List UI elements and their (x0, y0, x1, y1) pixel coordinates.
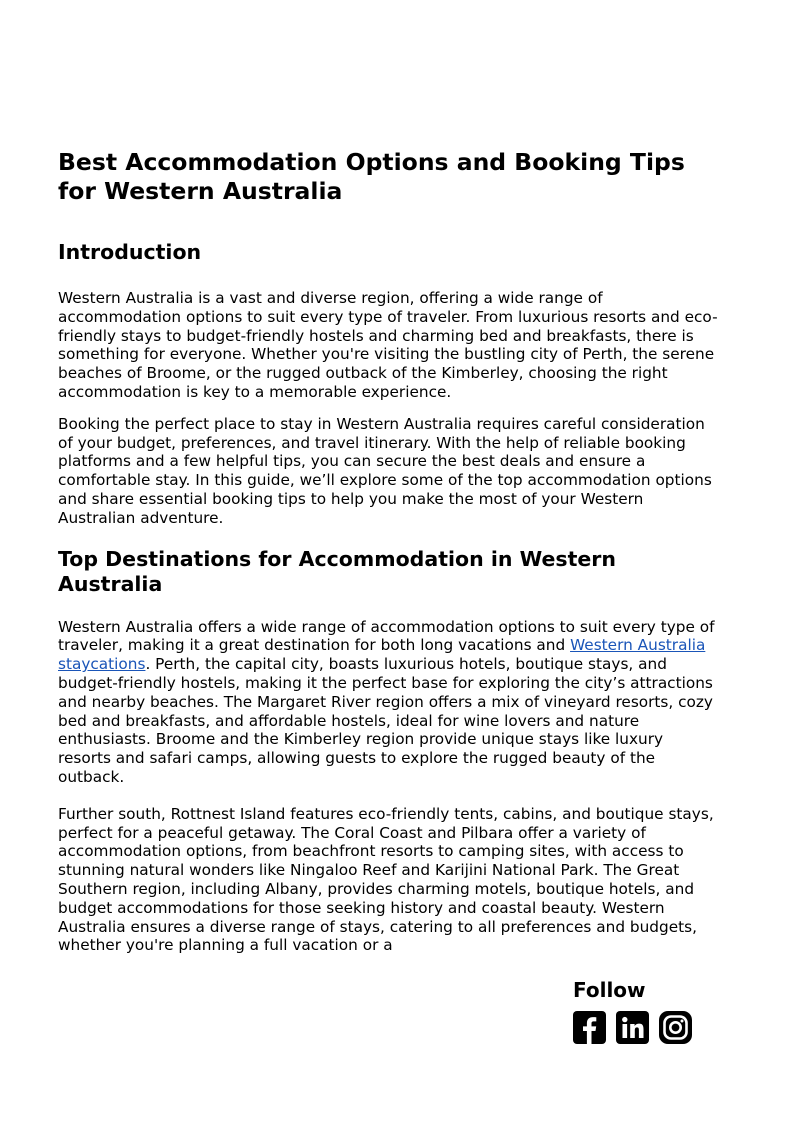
destinations-paragraph-1-end: . Perth, the capital city, boasts luxurious hotels, boutique stays, and budget-friendly hostels, making it the perfect base for exploring the city’s attractions and nearby beaches. The Margaret River region offers a mix of vineyard resorts, cozy bed and breakfasts, and affordable hostels, ideal for wine lovers and nature enthusiasts. Broome and the Kimberley region provide unique stays like luxury resorts and safari camps, allowing guests to explore the rugged beauty of the outback. (58, 655, 713, 786)
social-icons (573, 1011, 692, 1044)
destinations-paragraph-1-start: Western Australia offers a wide range of accommodation options to suit every type of traveler, making it a great destination for both long vacations and (58, 617, 715, 655)
staycations-link[interactable]: Western Australia staycations (58, 636, 706, 674)
linkedin-icon[interactable] (616, 1011, 649, 1044)
page-title: Best Accommodation Options and Booking Tips for Western Australia (58, 148, 685, 205)
article (58, 148, 718, 955)
follow-title: Follow (573, 978, 646, 1002)
destinations-heading: Top Destinations for Accommodation in Western Australia (58, 546, 616, 596)
destinations-paragraph-2: Further south, Rottnest Island features eco-friendly tents, cabins, and boutique stays, perfect for a peaceful getaway. The Coral Coast and Pilbara offer a variety of accommodation options, from beachfront resorts to camping sites, with access to stunning natural wonders like Ningaloo Reef and Karijini National Park. The Great Southern region, including Albany, provides charming motels, boutique hotels, and budget accommodations for those seeking history and coastal beauty. Western Australia ensures a diverse range of stays, catering to all preferences and budgets, whether you're planning a full vacation or a (58, 804, 714, 955)
instagram-icon[interactable] (659, 1011, 692, 1044)
intro-paragraph-2: Booking the perfect place to stay in Western Australia requires careful consideration of your budget, preferences, and travel itinerary. With the help of reliable booking platforms and a few helpful tips, you can secure the best deals and ensure a comfortable stay. In this guide, we’ll explore some of the top accommodation options and share essential booking tips to help you make the most of your Western Australian adventure. (58, 414, 712, 527)
facebook-icon[interactable] (573, 1011, 606, 1044)
paragraph-spacer (58, 787, 718, 805)
follow-section (573, 977, 692, 1044)
introduction-heading: Introduction (58, 240, 202, 264)
destinations-paragraph-1 (58, 618, 718, 787)
intro-paragraph-1: Western Australia is a vast and diverse region, offering a wide range of accommodation options to suit every type of traveler. From luxurious resorts and eco-friendly stays to budget-friendly hostels and charming bed and breakfasts, there is something for everyone. Whether you're visiting the bustling city of Perth, the serene beaches of Broome, or the rugged outback of the Kimberley, choosing the right accommodation is key to a memorable experience. (58, 289, 718, 401)
